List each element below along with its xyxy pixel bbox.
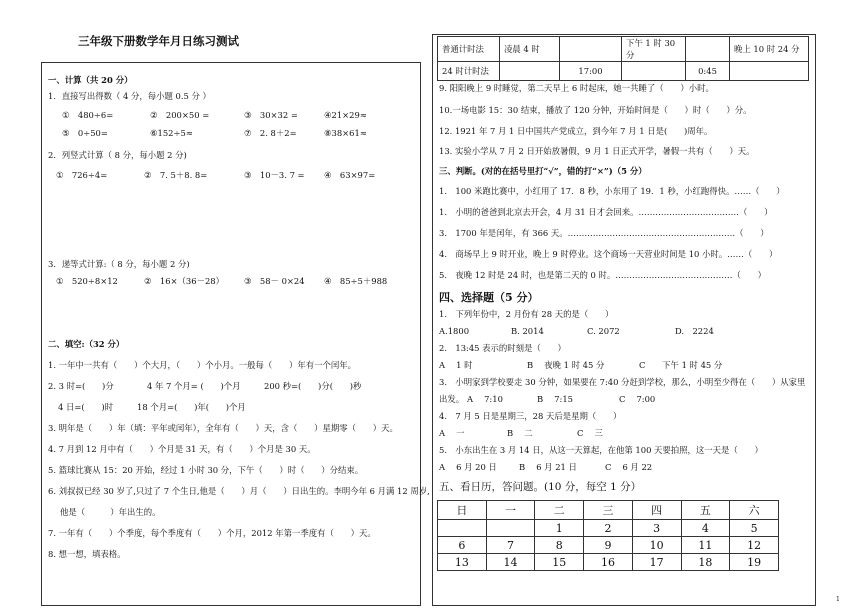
fill-item: 18 个月=( )年( )个月 (137, 402, 246, 412)
calc-item: ③ 30×32 = (244, 110, 298, 120)
section-4-heading: 四、选择题（5 分） (439, 291, 539, 304)
choice-option: B 二 (507, 428, 533, 438)
choice-option: B 夜晚 1 时 45 分 (527, 360, 605, 370)
choice-question: 2. 13:45 表示的时刻是（ ） (439, 343, 566, 353)
calc-item: ⑧38×61≈ (324, 128, 367, 138)
choice-option: C. 2072 (587, 326, 620, 336)
judge-item: 3. 1700 年是闰年，有 366 天。……………………………………………………（ ） (439, 228, 769, 238)
table-row (438, 37, 809, 62)
fill-item: 他是（ ）年出生的。 (60, 507, 161, 517)
choice-option: C 6 月 22 (605, 462, 653, 472)
choice-question: 5. 小东出生在 3 月 14 日，从这一天算起，在他第 100 天要拍照，这一天是（ ） (439, 445, 763, 455)
calc-item: ① 520÷8×12 (56, 276, 118, 286)
day-cell: 9 (584, 537, 633, 554)
table-cell (560, 37, 622, 62)
day-cell: 10 (632, 537, 681, 554)
day-cell (486, 520, 535, 537)
judge-item: 1. 100 米跑比赛中，小红用了 17．8 秒，小东用了 19．1 秒，小红跑得快。……（ ） (439, 186, 785, 196)
table-row (438, 62, 809, 81)
day-cell: 2 (584, 520, 633, 537)
fill-item: 6. 刘叔叔已经 30 岁了,只过了 7 个生日,他是（ ）月（ ）日出生的。李明今年 6 月满 12 周岁, (48, 486, 430, 496)
fill-item: 8. 想一想，填表格。 (48, 549, 126, 559)
day-cell (438, 520, 487, 537)
calc-item: ④21×29≈ (324, 110, 367, 120)
page-number: 1 (836, 596, 840, 603)
choice-option: A 6 月 20 日 (439, 462, 497, 472)
weekday-cell: 三 (584, 501, 633, 520)
table-cell (500, 62, 560, 81)
calc-item: ③ 58－ 0×24 (244, 276, 305, 286)
judge-item: 1. 小明的爸爸到北京去开会，4 月 31 日才会回来。………………………………（ ） (439, 207, 773, 217)
day-cell: 13 (438, 554, 487, 571)
fill-item: 4 年 7 个月= ( )个月 (147, 381, 241, 391)
choice-question: 1. 下列年份中，2 月份有 28 天的是（ ） (439, 309, 614, 319)
day-cell: 16 (584, 554, 633, 571)
calendar-row (438, 537, 779, 554)
day-cell: 14 (486, 554, 535, 571)
day-cell: 1 (535, 520, 584, 537)
weekday-cell: 一 (486, 501, 535, 520)
fill-item: 4. 7 月到 12 月中有（ ）个月是 31 天，有（ ）个月是 30 天。 (48, 444, 316, 454)
choice-option: C 下午 1 时 45 分 (639, 360, 723, 370)
table-cell (730, 62, 809, 81)
day-cell: 8 (535, 537, 584, 554)
q1-1: 1．直接写出得数（ 4 分，每小题 0.5 分 ） (48, 91, 211, 101)
calc-item: ④ 63×97= (324, 170, 376, 180)
fill-item: 4 日=( )时 (58, 402, 114, 412)
choice-option: D. 2224 (675, 326, 714, 336)
day-cell: 18 (681, 554, 730, 571)
calc-item: ⑤ 0÷50= (62, 128, 108, 138)
section-3-heading: 三、判断。(对的在括号里打“√”，错的打“×”)（5 分） (439, 166, 647, 176)
day-cell: 3 (632, 520, 681, 537)
fill-item: 12. 1921 年 7 月 1 日中国共产党成立，到今年 7 月 1 日是( )周年。 (439, 126, 713, 136)
day-cell: 15 (535, 554, 584, 571)
q1-3: 3．递等式计算:（ 8 分，每小题 2 分) (48, 259, 190, 269)
choice-option: A 1 时 (439, 360, 473, 370)
section-5-heading: 五、看日历，答问题。(10 分，每空 1 分） (439, 481, 642, 493)
weekday-cell: 日 (438, 501, 487, 520)
day-cell: 17 (632, 554, 681, 571)
calc-item: ① 480÷6= (62, 110, 114, 120)
choice-option: A 一 (439, 428, 465, 438)
calc-item: ② 200×50 = (150, 110, 210, 120)
calendar-row (438, 520, 779, 537)
fill-item: 7. 一年有（ ）个季度，每个季度有（ ）个月，2012 年第一季度有（ ）天。 (48, 528, 376, 538)
day-cell: 6 (438, 537, 487, 554)
calc-item: ④ 85÷5＋988 (324, 276, 388, 286)
fill-item: 13. 实验小学从 7 月 2 日开始放暑假，9 月 1 日正式开学，暑假一共有（ ）天。 (439, 146, 755, 156)
day-cell: 11 (681, 537, 730, 554)
fill-item: 1. 一年中一共有（ ）个大月，（ ）个小月。一般每（ ）年有一个闰年。 (48, 360, 356, 370)
choice-option: B. 2014 (511, 326, 544, 336)
day-cell: 12 (730, 537, 779, 554)
choice-option: C 7:00 (619, 394, 656, 404)
table-cell: 0:45 (686, 62, 730, 81)
table-cell (622, 62, 686, 81)
judge-item: 4. 商场早上 9 时开业，晚上 9 时停业。这个商场一天营业时间是 10 小时。……（ ） (439, 249, 778, 259)
table-cell: 普通计时法 (438, 37, 500, 62)
choice-question: 4. 7 月 5 日是星期三，28 天后是星期（ ） (439, 411, 622, 421)
table-cell (686, 37, 730, 62)
fill-item: 2. 3 时=( )分 (48, 381, 114, 391)
calc-item: ③ 10－3. 7 = (244, 170, 305, 180)
q1-2: 2．列竖式计算（ 8 分，每小题 2 分) (48, 150, 187, 160)
weekday-cell: 六 (730, 501, 779, 520)
section-1-heading: 一、计算（共 20 分） (48, 75, 133, 85)
fill-item: 10.一场电影 15：30 结束，播放了 120 分钟，开始时间是（ ）时（ ）分。 (439, 105, 752, 115)
weekday-cell: 四 (632, 501, 681, 520)
section-2-heading: 二、填空:（32 分） (48, 339, 125, 349)
left-panel (41, 62, 430, 606)
day-cell: 5 (730, 520, 779, 537)
table-cell: 24 时计时法 (438, 62, 500, 81)
choice-option: B 6 月 21 日 (519, 462, 577, 472)
calc-item: ① 726÷4= (56, 170, 108, 180)
weekday-cell: 二 (535, 501, 584, 520)
choice-option: B 7:15 (537, 394, 573, 404)
choice-option: A.1800 (439, 326, 470, 336)
table-cell: 17:00 (560, 62, 622, 81)
page-title: 三年级下册数学年月日练习测试 (78, 34, 239, 48)
choice-question: 3. 小明家到学校要走 30 分钟，如果要在 7:40 分赶到学校，那么，小明至少得在（ ）从家里 (439, 377, 806, 387)
fill-item: 200 秒=( )分( )秒 (264, 381, 362, 391)
day-cell: 4 (681, 520, 730, 537)
table-cell: 凌晨 4 时 (500, 37, 560, 62)
fill-item: 3. 明年是（ ）年（填：平年或闰年），全年有（ ）天，含（ ）星期零（ ）天。 (48, 423, 398, 433)
calc-item: ② 7. 5＋8. 8= (144, 170, 208, 180)
right-panel (432, 34, 816, 606)
time-format-table (437, 36, 809, 81)
judge-item: 5. 夜晚 12 时是 24 时，也是第二天的 0 时。……………………………………（ ） (439, 270, 766, 280)
fill-item: 9. 阳阳晚上 9 时睡觉，第二天早上 6 时起床，她一共睡了（ ）小时。 (439, 83, 714, 93)
calendar-table (437, 500, 779, 571)
calc-item: ② 16×（36－28） (144, 276, 224, 286)
calendar-header-row (438, 501, 779, 520)
fill-item: 5. 篮球比赛从 15：20 开始，经过 1 小时 30 分，下午（ ）时（ ）分结束。 (48, 465, 364, 475)
calc-item: ⑥152÷5≈ (150, 128, 193, 138)
weekday-cell: 五 (681, 501, 730, 520)
calc-item: ⑦ 2. 8＋2= (244, 128, 297, 138)
choice-option: A 7:10 (467, 394, 503, 404)
table-cell: 晚上 10 时 24 分 (730, 37, 809, 62)
choice-question: 出发。 (439, 394, 465, 404)
choice-option: C 三 (577, 428, 603, 438)
calendar-row (438, 554, 779, 571)
day-cell: 19 (730, 554, 779, 571)
table-cell: 下午 1 时 30 分 (622, 37, 686, 62)
day-cell: 7 (486, 537, 535, 554)
